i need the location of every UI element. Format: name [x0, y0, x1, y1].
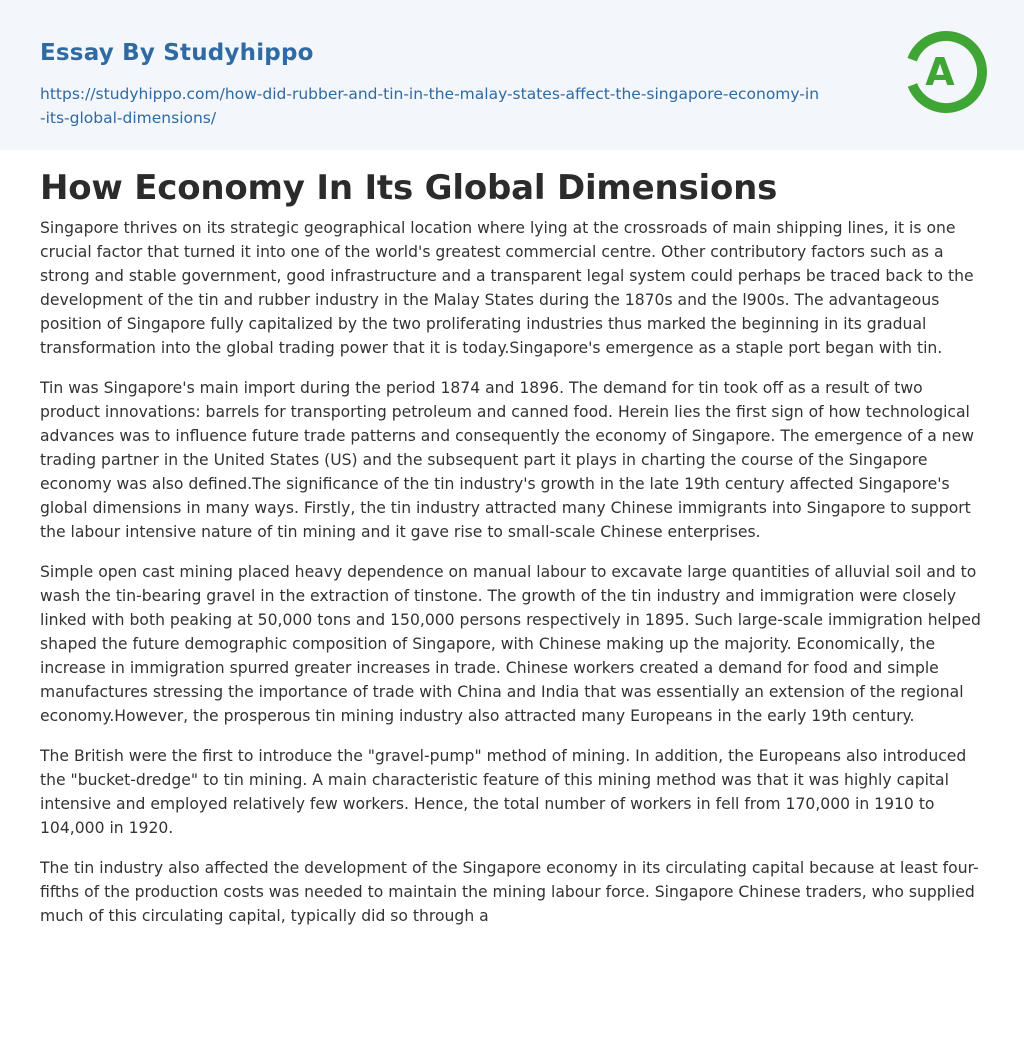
studyhippo-logo-icon[interactable]	[902, 28, 990, 116]
essay-paragraph: Tin was Singapore's main import during the period 1874 and 1896. The demand for tin took off as a result of two product innovations: barrels for transporting petroleum and canned food. Herein lies the first sign of how technological advances was to influence future trade patterns and consequently the economy of Singapore. The emergence of a new trading partner in the United States (US) and the subsequent part it plays in charting the course of the Singapore economy was also defined.The significance of the tin industry's growth in the late 19th century affected Singapore's global dimensions in many ways. Firstly, the tin industry attracted many Chinese immigrants into Singapore to support the labour intensive nature of tin mining and it gave rise to small-scale Chinese enterprises.	[40, 379, 975, 541]
logo-letter: A	[925, 50, 955, 94]
essay-paragraph: Simple open cast mining placed heavy dependence on manual labour to excavate large quantities of alluvial soil and to wash the tin-bearing gravel in the extraction of tinstone. The growth of the tin industry and immigration were closely linked with both peaking at 50,000 tons and 150,000 persons respectively in 1895. Such large-scale immigration helped shaped the future demographic composition of Singapore, with Chinese making up the majority. Economically, the increase in immigration spurred greater increases in trade. Chinese workers created a demand for food and simple manufactures stressing the importance of trade with China and India that was essentially an extension of the regional economy.However, the prosperous tin mining industry also attracted many Europeans in the early 19th century.	[40, 563, 981, 725]
site-header	[0, 0, 1024, 150]
source-url-link[interactable]: https://studyhippo.com/how-did-rubber-and-tin-in-the-malay-states-affect-the-singapore-economy-in-its-global-dimensions/	[40, 85, 820, 127]
essay-paragraph: The tin industry also affected the development of the Singapore economy in its circulating capital because at least four-fifths of the production costs was needed to maintain the mining labour force. Singapore Chinese traders, who supplied much of this circulating capital, typically did so through a	[40, 859, 979, 925]
essay-title: How Economy In Its Global Dimensions	[40, 168, 778, 208]
essay-paragraph: The British were the first to introduce the "gravel-pump" method of mining. In addition, the Europeans also introduced the "bucket-dredge" to tin mining. A main characteristic feature of this mining method was that it was highly capital intensive and employed relatively few workers. Hence, the total number of workers in fell from 170,000 in 1910 to 104,000 in 1920.	[40, 747, 967, 837]
essay-body	[40, 216, 984, 944]
essay-paragraph: Singapore thrives on its strategic geographical location where lying at the crossroads of main shipping lines, it is one crucial factor that turned it into one of the world's greatest commercial centre. Other contributory factors such as a strong and stable government, good infrastructure and a transparent legal system could perhaps be traced back to the development of the tin and rubber industry in the Malay States during the 1870s and the l900s. The advantageous position of Singapore fully capitalized by the two proliferating industries thus marked the beginning in its gradual transformation into the global trading power that it is today.Singapore's emergence as a staple port began with tin.	[40, 219, 974, 357]
brand-name[interactable]: Essay By Studyhippo	[40, 40, 314, 66]
